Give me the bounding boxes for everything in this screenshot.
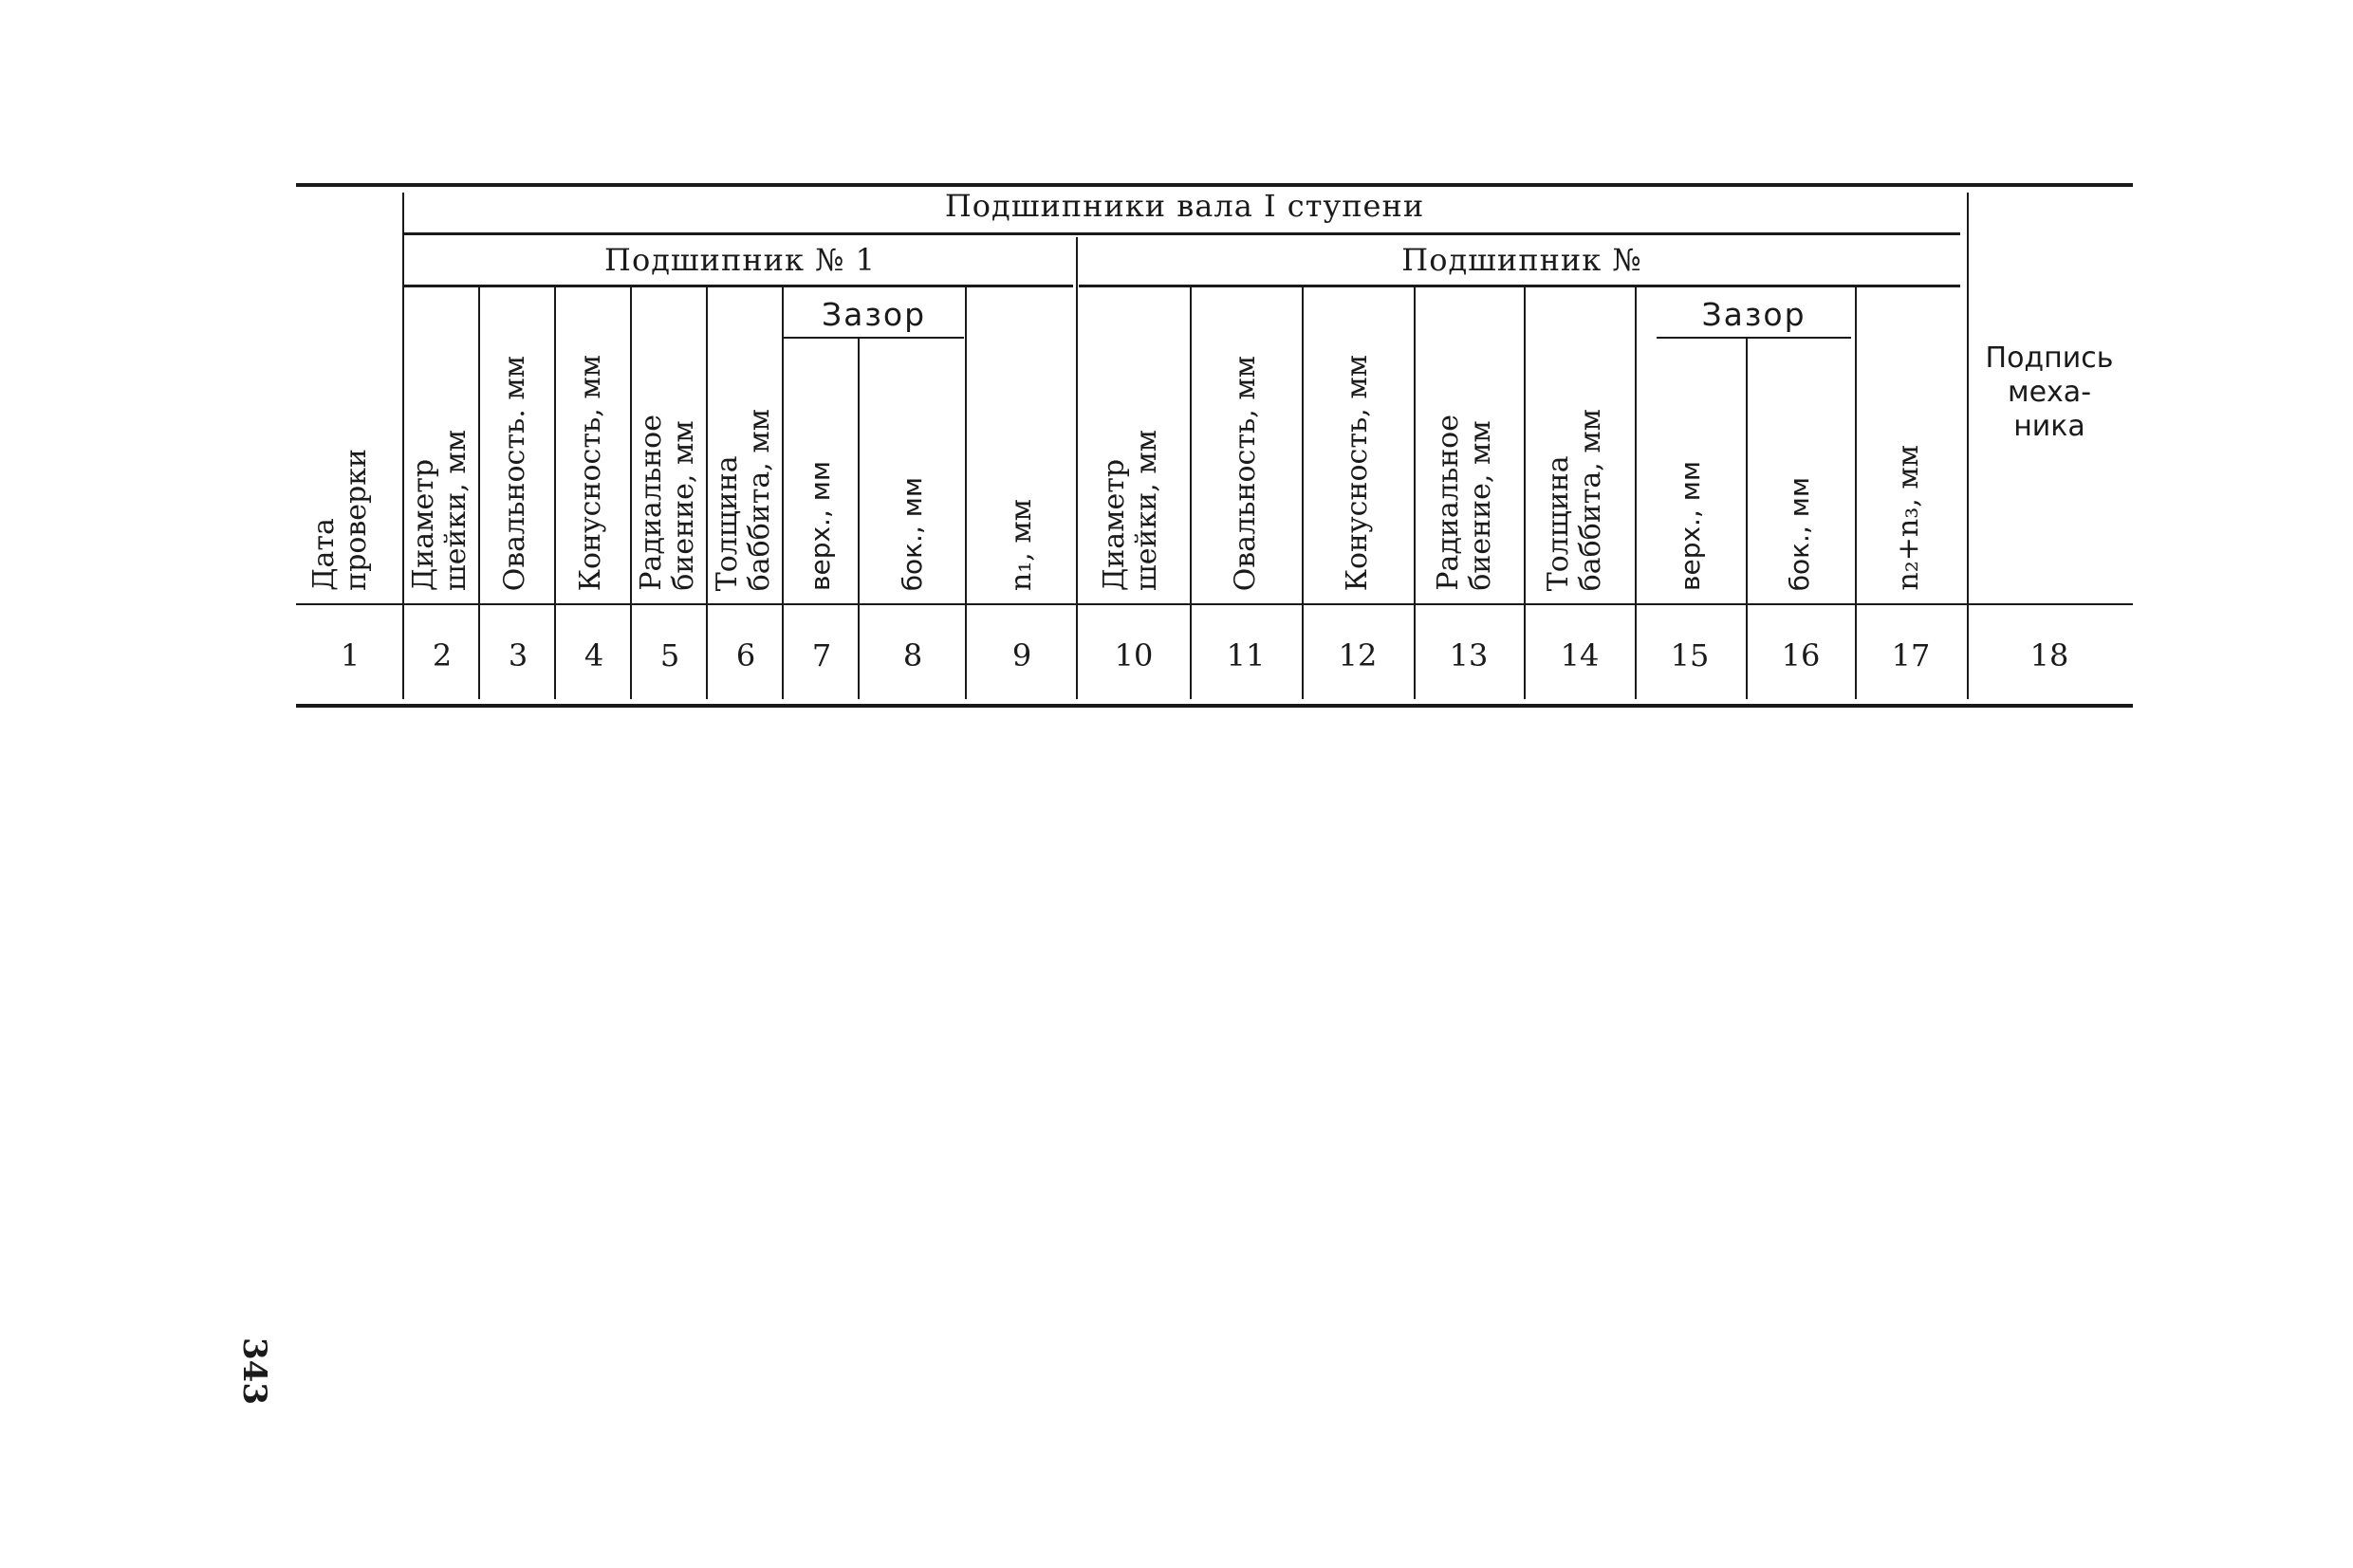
table-title: Подшипники вала I ступени	[944, 188, 1425, 224]
col-number: 4	[584, 637, 604, 673]
col-number: 16	[1781, 637, 1821, 673]
col-header-b1-rad: Радиальное биение, мм	[635, 415, 700, 591]
col-divider	[1302, 287, 1304, 699]
bearing1-title: Подшипник № 1	[604, 242, 876, 278]
col-number: 1	[340, 637, 361, 673]
col-header-b2-tol: Толщина баббита, мм	[1542, 408, 1607, 591]
col-header-b2-oval: Овальность, мм	[1229, 355, 1262, 591]
col-header-b1-oval: Овальность. мм	[498, 355, 531, 591]
col-number: 17	[1891, 637, 1931, 673]
col-header-b1-verh: верх., мм	[805, 460, 836, 591]
col-number: 5	[659, 637, 680, 673]
col-divider	[478, 287, 480, 699]
col-number: 6	[735, 637, 756, 673]
bearing2-title: Подшипник №	[1401, 242, 1642, 278]
col-header-sign: Подпись меха- ника	[1985, 341, 2114, 443]
col-number: 7	[811, 637, 832, 673]
col-header-date: Дата проверки	[307, 449, 373, 591]
col-divider	[858, 339, 860, 699]
col-number: 11	[1226, 637, 1266, 673]
col-divider	[1524, 287, 1526, 699]
col-divider	[1967, 193, 1969, 699]
zazor2-underline	[1657, 337, 1851, 339]
col-header-b1-kon: Конусность, мм	[574, 354, 607, 591]
col-divider	[1746, 339, 1748, 699]
col-divider	[1190, 287, 1192, 699]
col-number: 9	[1011, 637, 1032, 673]
title-underline	[404, 232, 1960, 235]
col-number: 14	[1560, 637, 1600, 673]
col-number: 12	[1338, 637, 1378, 673]
col-number: 8	[902, 637, 923, 673]
col-divider	[706, 287, 708, 699]
zazor1-label: Зазор	[821, 296, 927, 333]
table-top-rule	[296, 183, 2133, 187]
col-header-b2-diam: Диаметр шейки, мм	[1098, 429, 1163, 591]
col-number: 18	[2029, 637, 2069, 673]
col-number: 3	[508, 637, 528, 673]
zazor2-label: Зазор	[1701, 296, 1806, 333]
col-divider	[1635, 287, 1637, 699]
col-divider	[1414, 287, 1416, 699]
zazor1-underline	[784, 337, 964, 339]
col-divider	[1076, 237, 1078, 699]
col-header-b1-n: n₁, мм	[1005, 498, 1038, 591]
col-header-b2-rad: Радиальное биение, мм	[1432, 415, 1497, 591]
col-divider	[630, 287, 632, 699]
header-bottom-rule	[296, 603, 2133, 605]
bearing2-underline	[1079, 285, 1960, 287]
col-divider	[782, 287, 784, 699]
col-number: 10	[1114, 637, 1154, 673]
page-number: 343	[235, 1337, 273, 1405]
col-number: 13	[1449, 637, 1489, 673]
col-number: 15	[1670, 637, 1710, 673]
col-header-b1-tol: Толщина баббита, мм	[711, 408, 776, 591]
col-header-b1-diam: Диаметр шейки, мм	[407, 429, 472, 591]
col-header-b2-verh: верх., мм	[1675, 460, 1706, 591]
col-divider	[554, 287, 556, 699]
col-divider	[1855, 287, 1857, 699]
col-number: 2	[432, 637, 453, 673]
bearing1-underline	[404, 285, 1073, 287]
col-header-b1-bok: бок., мм	[897, 476, 928, 591]
col-header-b2-kon: Конусность, мм	[1341, 354, 1374, 591]
table-bottom-rule	[296, 704, 2133, 708]
col-header-b2-n: n₂+n₃, мм	[1892, 445, 1925, 591]
col-divider	[965, 287, 967, 699]
col-header-b2-bok: бок., мм	[1784, 476, 1815, 591]
